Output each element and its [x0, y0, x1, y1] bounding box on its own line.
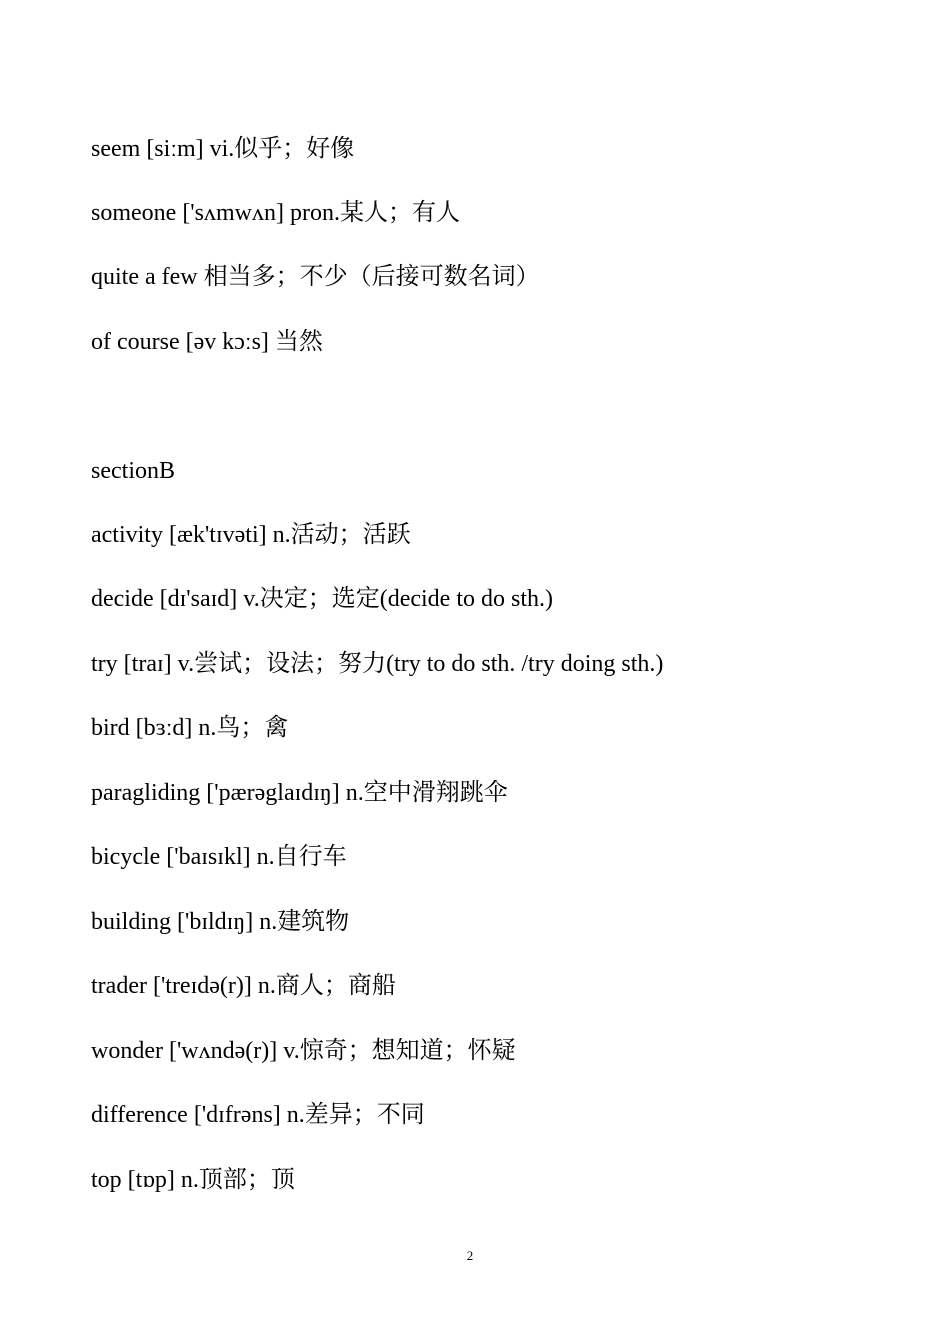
vocab-line-bird: bird [bɜːd] n.鸟；禽: [91, 715, 289, 741]
vocab-line-decide: decide [dɪ'saɪd] v.决定；选定(decide to do sth.): [91, 586, 553, 612]
vocab-line-trader: trader ['treɪdə(r)] n.商人；商船: [91, 973, 396, 999]
vocab-line-seem: seem [siːm] vi.似乎；好像: [91, 136, 355, 162]
vocab-line-of-course: of course [əv kɔːs] 当然: [91, 329, 323, 355]
vocab-line-quite-a-few: quite a few 相当多；不少（后接可数名词）: [91, 264, 540, 290]
page-number: 2: [466, 1248, 474, 1263]
vocab-line-someone: someone ['sʌmwʌn] pron.某人；有人: [91, 200, 460, 226]
vocab-line-activity: activity [æk'tɪvəti] n.活动；活跃: [91, 522, 411, 548]
vocab-line-paragliding: paragliding ['pærəglaɪdɪŋ] n.空中滑翔跳伞: [91, 780, 508, 806]
vocab-line-building: building ['bɪldɪŋ] n.建筑物: [91, 909, 350, 935]
vocab-line-top: top [tɒp] n.顶部；顶: [91, 1167, 295, 1193]
vocab-line-bicycle: bicycle ['baɪsɪkl] n.自行车: [91, 844, 347, 870]
section-heading: sectionB: [91, 458, 175, 484]
vocab-line-wonder: wonder ['wʌndə(r)] v.惊奇；想知道；怀疑: [91, 1038, 516, 1064]
vocab-line-difference: difference ['dɪfrəns] n.差异；不同: [91, 1102, 425, 1128]
vocab-line-try: try [traɪ] v.尝试；设法；努力(try to do sth. /try doing sth.): [91, 651, 664, 677]
